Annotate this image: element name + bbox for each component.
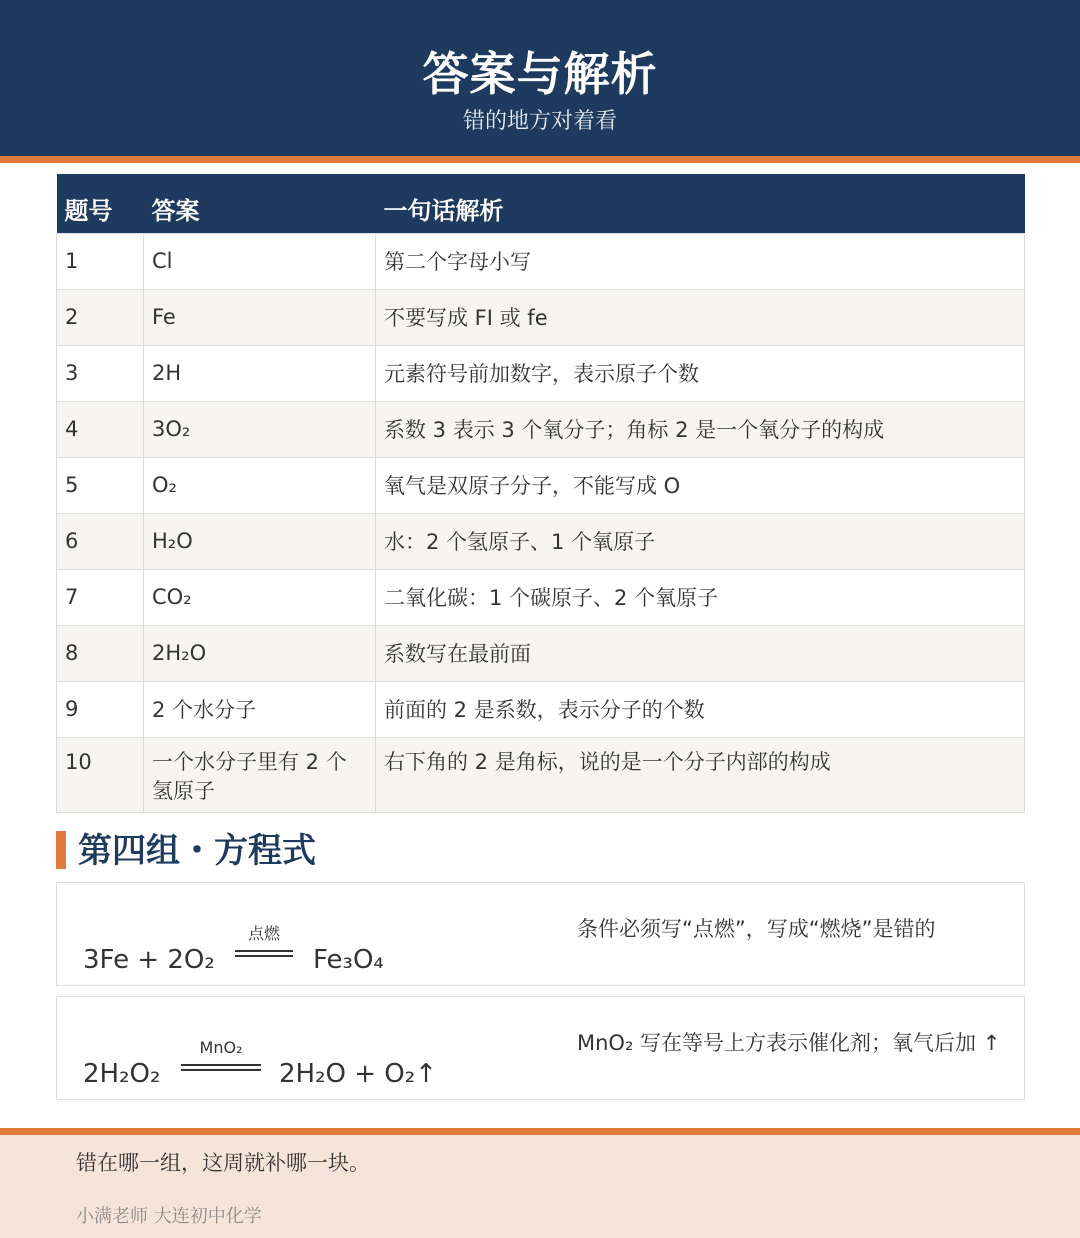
section-accent-bar bbox=[56, 831, 66, 869]
cell-answer: 2H₂O bbox=[144, 625, 376, 681]
equation-right-side: 2H₂O + O₂↑ bbox=[279, 1059, 437, 1089]
cell-answer: 2 个水分子 bbox=[144, 681, 376, 737]
equals-line-bottom bbox=[181, 1069, 261, 1071]
footer-divider bbox=[0, 1128, 1080, 1135]
cell-answer: Fe bbox=[144, 289, 376, 345]
table-row bbox=[57, 681, 1025, 737]
page-title: 答案与解析 bbox=[422, 47, 658, 101]
page-subtitle: 错的地方对着看 bbox=[462, 109, 617, 134]
cell-explanation: 前面的 2 是系数，表示分子的个数 bbox=[376, 681, 1025, 737]
cell-number: 4 bbox=[57, 401, 144, 457]
cell-explanation: 二氧化碳：1 个碳原子、2 个氧原子 bbox=[376, 569, 1025, 625]
equation-left-side: 3Fe + 2O₂ bbox=[83, 945, 215, 975]
cell-answer: H₂O bbox=[144, 513, 376, 569]
cell-number: 3 bbox=[57, 345, 144, 401]
cell-answer: 一个水分子里有 2 个氢原子 bbox=[144, 737, 376, 812]
reaction-condition: MnO₂ bbox=[199, 1038, 243, 1057]
cell-answer: O₂ bbox=[144, 457, 376, 513]
cell-number: 10 bbox=[57, 737, 144, 812]
table-row bbox=[57, 569, 1025, 625]
table-row bbox=[57, 457, 1025, 513]
cell-number: 7 bbox=[57, 569, 144, 625]
table-header-row bbox=[57, 174, 1025, 233]
header-divider bbox=[0, 156, 1080, 163]
footer-signature: 小满老师 大连初中化学 bbox=[76, 1206, 262, 1227]
column-header-answer: 答案 bbox=[144, 174, 376, 233]
cell-explanation: 系数 3 表示 3 个氧分子；角标 2 是一个氧分子的构成 bbox=[376, 401, 1025, 457]
cell-number: 9 bbox=[57, 681, 144, 737]
equals-line-top bbox=[181, 1064, 261, 1066]
equation-box bbox=[56, 996, 1025, 1100]
footer-message: 错在哪一组，这周就补哪一块。 bbox=[76, 1151, 370, 1175]
reaction-condition: 点燃 bbox=[247, 924, 280, 943]
cell-explanation: 右下角的 2 是角标，说的是一个分子内部的构成 bbox=[376, 737, 1025, 812]
table-row bbox=[57, 513, 1025, 569]
cell-answer: CO₂ bbox=[144, 569, 376, 625]
table-row bbox=[57, 345, 1025, 401]
column-header-number: 题号 bbox=[57, 174, 144, 233]
cell-answer: Cl bbox=[144, 233, 376, 289]
cell-number: 6 bbox=[57, 513, 144, 569]
cell-answer: 3O₂ bbox=[144, 401, 376, 457]
cell-answer: 2H bbox=[144, 345, 376, 401]
table-row bbox=[57, 401, 1025, 457]
header bbox=[0, 0, 1080, 156]
answer-table bbox=[56, 174, 1025, 813]
cell-number: 2 bbox=[57, 289, 144, 345]
cell-number: 1 bbox=[57, 233, 144, 289]
column-header-explanation: 一句话解析 bbox=[376, 174, 1025, 233]
cell-explanation: 氧气是双原子分子，不能写成 O bbox=[376, 457, 1025, 513]
cell-explanation: 第二个字母小写 bbox=[376, 233, 1025, 289]
table-row bbox=[57, 233, 1025, 289]
equation-note: 条件必须写“点燃”，写成“燃烧”是错的 bbox=[577, 917, 936, 941]
section-title: 第四组・方程式 bbox=[78, 831, 316, 871]
cell-explanation: 不要写成 FI 或 fe bbox=[376, 289, 1025, 345]
cell-number: 8 bbox=[57, 625, 144, 681]
equation-left-side: 2H₂O₂ bbox=[83, 1059, 161, 1089]
equation-right-side: Fe₃O₄ bbox=[313, 945, 384, 975]
cell-explanation: 元素符号前加数字，表示原子个数 bbox=[376, 345, 1025, 401]
equals-line-top bbox=[235, 950, 293, 952]
cell-number: 5 bbox=[57, 457, 144, 513]
table-row bbox=[57, 289, 1025, 345]
cell-explanation: 水：2 个氢原子、1 个氧原子 bbox=[376, 513, 1025, 569]
equation-box bbox=[56, 882, 1025, 986]
table-row bbox=[57, 737, 1025, 812]
equation-note: MnO₂ 写在等号上方表示催化剂；氧气后加 ↑ bbox=[577, 1031, 1001, 1055]
cell-explanation: 系数写在最前面 bbox=[376, 625, 1025, 681]
equals-line-bottom bbox=[235, 955, 293, 957]
table-row bbox=[57, 625, 1025, 681]
